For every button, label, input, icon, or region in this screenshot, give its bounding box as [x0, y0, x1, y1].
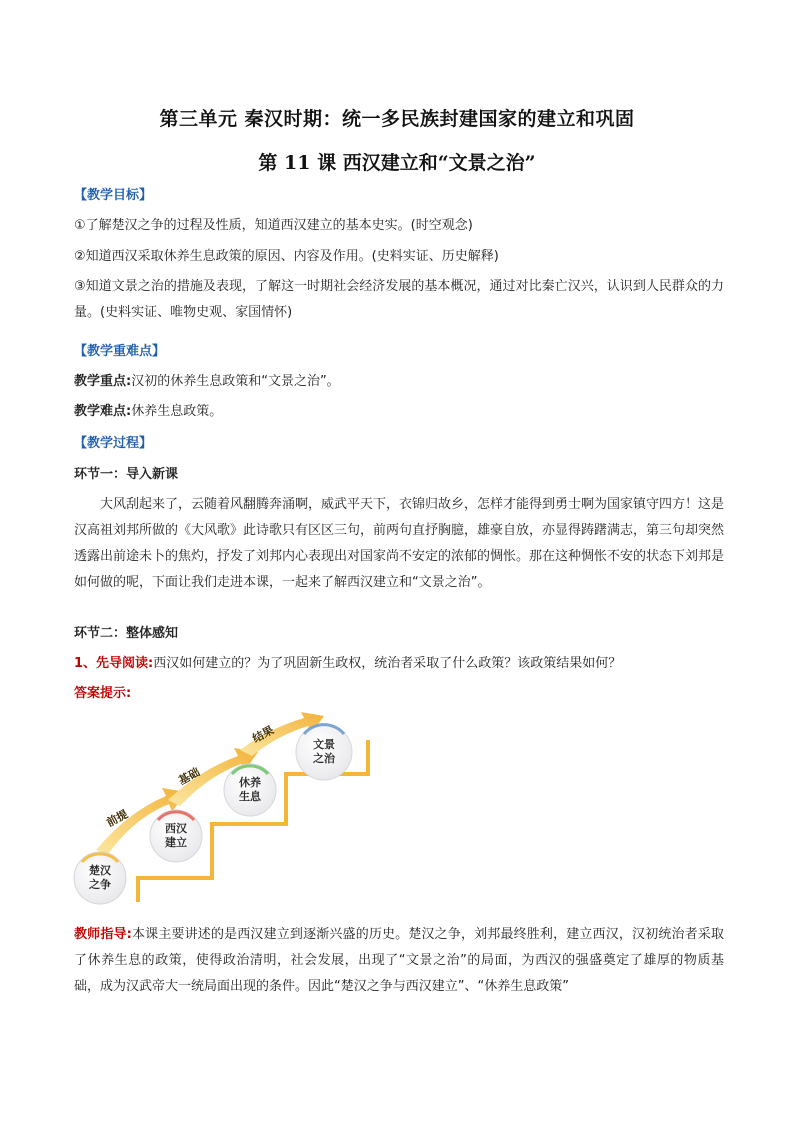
focus-label: 教学重点: [74, 374, 132, 389]
keypoints-heading: 【教学重难点】 [74, 344, 166, 359]
objectives-heading: 【教学目标】 [74, 188, 153, 203]
arrow-label-foundation: 基础 [176, 765, 202, 788]
section2-title: 环节二：整体感知 [74, 626, 179, 641]
teacher-text: 本课主要讲述的是西汉建立到逐渐兴盛的历史。楚汉之争，刘邦最终胜利，建立西汉，汉初统治者采取了休养生息的政策，使得政治清明，社会发展，出现了“文景之治”的局面，为西汉的强盛奠定了雄厚的物质基础，成为汉武帝大一统局面出现的条件。因此“楚汉之争与西汉建立”、“休养生息政策” [74, 927, 724, 994]
node-xihan: 西汉 建立 [165, 822, 187, 849]
objective-item: ③知道文景之治的措施及表现，了解这一时期社会经济发展的基本概况，通过对比秦亡汉兴，认识到人民群众的力量。(史料实证、唯物史观、家国情怀) [74, 279, 724, 320]
process-heading: 【教学过程】 [74, 436, 153, 451]
node-chuhan: 楚汉 之争 [89, 864, 111, 891]
question-1 [74, 654, 621, 674]
arrow-label-result: 结果 [250, 723, 276, 746]
difficulty-label: 教学难点: [74, 404, 132, 419]
question-label: 1、先导阅读: [74, 656, 154, 671]
process-diagram [68, 712, 388, 912]
objective-item: ①了解楚汉之争的过程及性质，知道西汉建立的基本史实。(时空观念) [74, 218, 473, 233]
teacher-guidance [74, 922, 724, 1000]
teaching-difficulty [74, 402, 222, 422]
teacher-label: 教师指导: [74, 927, 132, 942]
objective-item: ②知道西汉采取休养生息政策的原因、内容及作用。(史料实证、历史解释) [74, 249, 499, 264]
lesson-title: 第 11 课 西汉建立和“文景之治” [258, 152, 536, 174]
arrow-label-prerequisite: 前提 [104, 807, 130, 830]
difficulty-text: 休养生息政策。 [131, 404, 223, 419]
node-xiuyang: 休养 生息 [239, 776, 261, 803]
node-wenjing: 文景 之治 [313, 738, 335, 765]
focus-text: 汉初的休养生息政策和“文景之治”。 [131, 374, 340, 389]
section1-title: 环节一：导入新课 [74, 467, 179, 482]
answer-label: 答案提示: [74, 686, 132, 701]
section1-text: 大风刮起来了，云随着风翻腾奔涌啊，威武平天下，衣锦归故乡，怎样才能得到勇士啊为国家镇守四方！这是汉高祖刘邦所做的《大风歌》此诗歌只有区区三句，前两句直抒胸臆，雄豪自放，亦显得踌躇满志，第三句却突然透露出前途未卜的焦灼，抒发了刘邦内心表现出对国家尚不安定的浓郁的惆怅。那在这种惆怅不安的状态下刘邦是如何做的呢，下面让我们走进本课，一起来了解西汉建立和“文景之治”。 [74, 497, 725, 590]
teaching-focus [74, 372, 340, 392]
question-text: 西汉如何建立的？为了巩固新生政权，统治者采取了什么政策？该政策结果如何？ [153, 656, 622, 671]
unit-title: 第三单元 秦汉时期：统一多民族封建国家的建立和巩固 [159, 108, 635, 130]
